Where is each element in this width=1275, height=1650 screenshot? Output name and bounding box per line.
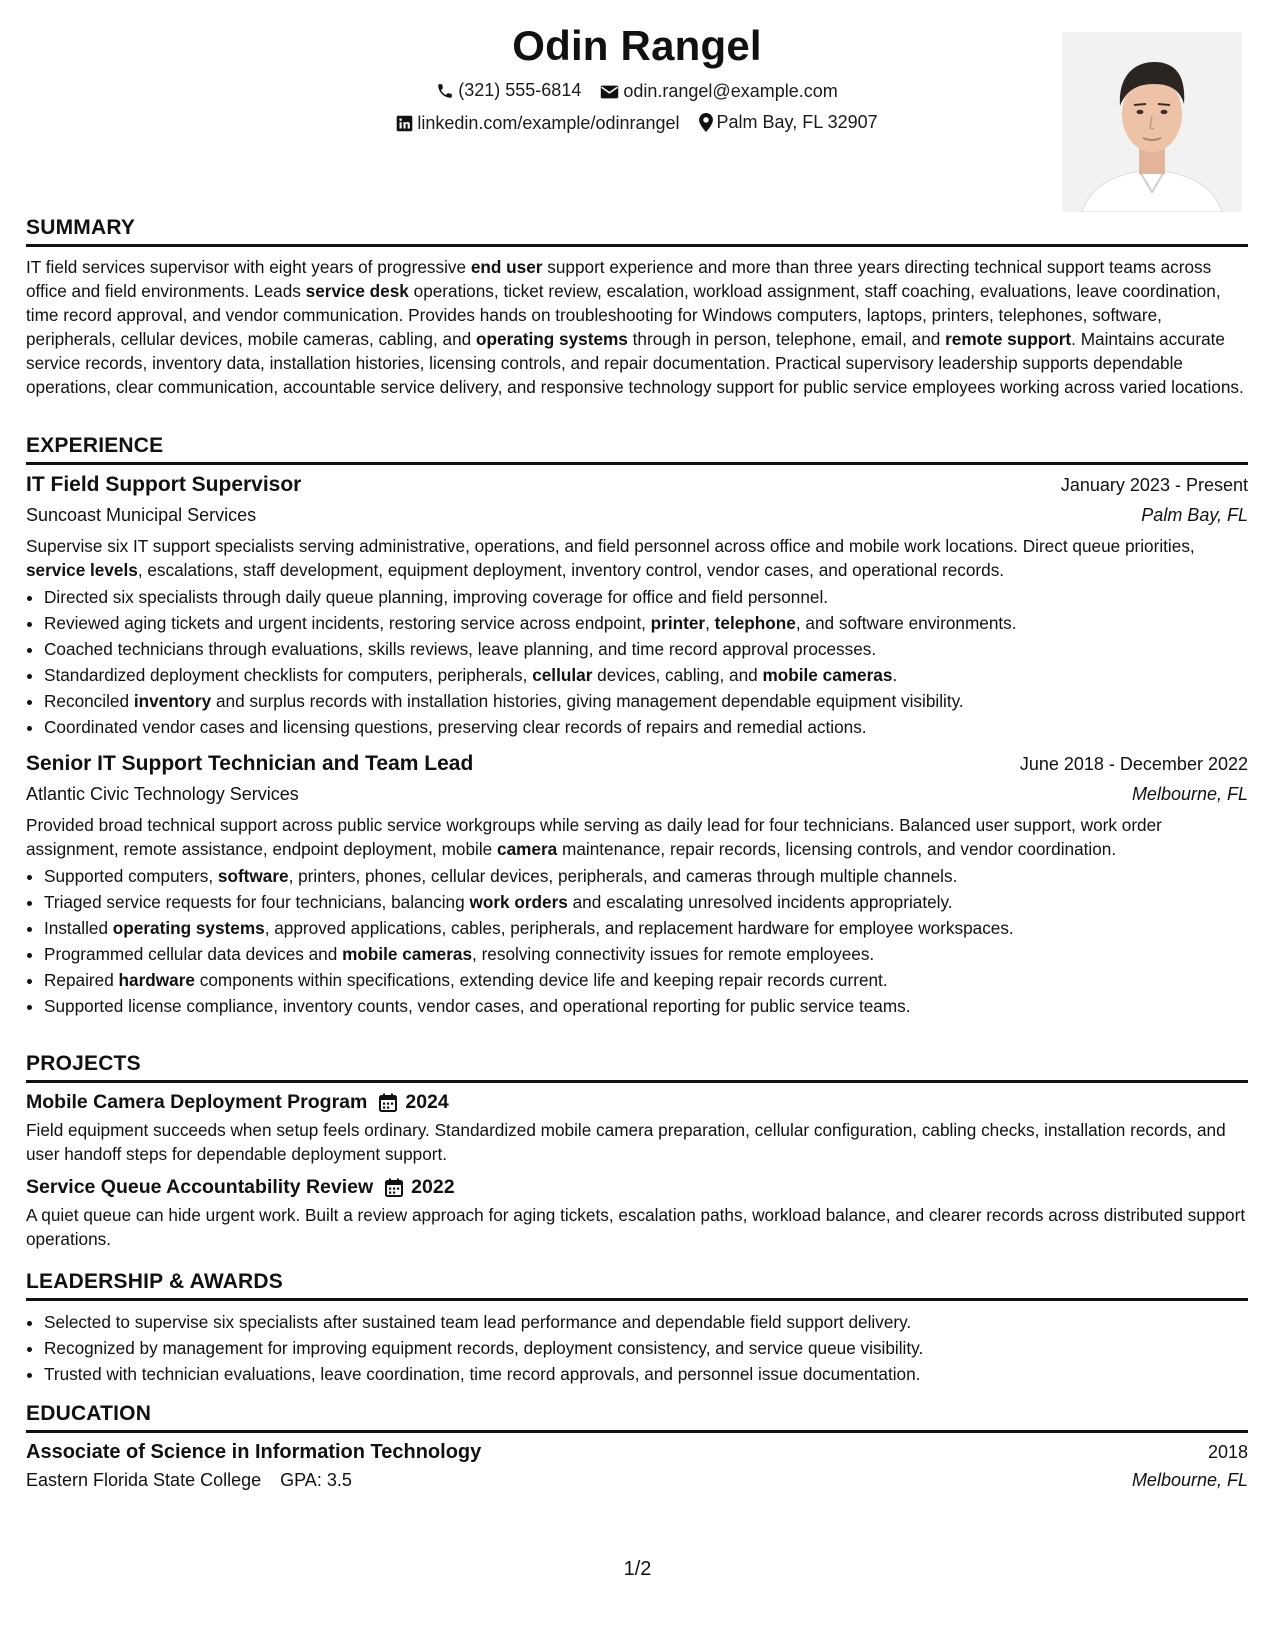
resume-page <box>26 0 1248 1490</box>
school-location: Melbourne, FL <box>1131 1470 1248 1490</box>
project-description: A quiet queue can hide urgent work. Built a review approach for aging tickets, escalation paths, workload balance, and clearer records across distributed support operations. <box>26 1205 1246 1249</box>
project-name: Service Queue Accountability Review <box>26 1176 374 1198</box>
list-item <box>44 714 1248 740</box>
list-item <box>44 863 1248 889</box>
leadership-list <box>26 1309 1248 1387</box>
bold-keyword: mobile cameras <box>342 944 473 964</box>
bold-keyword: hardware <box>118 970 195 990</box>
bold-keyword: service desk <box>305 281 409 301</box>
job-title: Senior IT Support Technician and Team Lead <box>26 752 474 775</box>
text-run: components within specifications, extending device life and keeping repair records current. <box>194 970 888 990</box>
bold-keyword: camera <box>497 839 558 859</box>
job-dates: June 2018 - December 2022 <box>1019 754 1248 774</box>
text-run: and escalating unresolved incidents appropriately. <box>567 892 953 912</box>
school-name: Eastern Florida State College <box>26 1470 262 1490</box>
list-item <box>44 993 1248 1019</box>
linkedin-text: linkedin.com/example/odinrangel <box>417 113 680 133</box>
phone-text: (321) 555-6814 <box>458 80 582 100</box>
bold-keyword: operating systems <box>475 329 628 349</box>
job-bullets <box>26 584 1248 740</box>
linkedin-icon <box>396 115 413 132</box>
bold-keyword: remote support <box>945 329 1072 349</box>
job-description <box>26 813 1248 861</box>
list-item <box>44 636 1248 662</box>
summary-section <box>26 216 1248 399</box>
text-run: Supervise six IT support specialists serving administrative, operations, and field personnel across office and mobile work locations. Direct queue priorities, <box>26 536 1195 556</box>
map-pin-icon <box>699 113 713 132</box>
text-run: , <box>705 613 715 633</box>
list-item: • Trusted with technician evaluations, leave coordination, time record approvals, and personnel issue documentation. <box>44 1361 1248 1387</box>
contact-phone[interactable] <box>436 80 581 101</box>
project-year: 2022 <box>411 1176 455 1198</box>
list-item <box>44 688 1248 714</box>
text-run: support experience and more than three years directing technical support teams across office and field environments. Leads <box>26 257 1212 301</box>
graduation-year: 2018 <box>1207 1442 1248 1462</box>
text-run: operations, ticket review, escalation, workload assignment, staff coaching, evaluations, leave coordination, time record approval, and vendor communication. Provides hands on troubleshooting for Windows computers, laptops, printers, telephones, software, peripherals, cellular devices, mobile cameras, cabling, and <box>26 281 1221 349</box>
experience-title: EXPERIENCE <box>26 434 1248 465</box>
text-run: Supported license compliance, inventory counts, vendor cases, and operational reporting for public service teams. <box>44 996 911 1016</box>
text-run: , escalations, staff development, equipment deployment, inventory control, vendor cases, and operational records. <box>137 560 1005 580</box>
list-item <box>44 941 1248 967</box>
text-run: Provided broad technical support across public service workgroups while serving as daily lead for four technicians. Balanced user support, work order assignment, remote assistance, endpoint deployment, mobile <box>26 815 1162 859</box>
phone-icon <box>436 82 454 100</box>
text-run: . Maintains accurate service records, inventory data, installation histories, licensing controls, and repair documentation. Practical supervisory leadership supports dependable operations, clear communication, accountable service delivery, and responsive technology support for public service employees working across varied locations. <box>26 329 1244 397</box>
projects-title: PROJECTS <box>26 1052 1248 1083</box>
text-run: , and software environments. <box>795 613 1017 633</box>
text-run: , printers, phones, cellular devices, peripherals, and cameras through multiple channels. <box>288 866 958 886</box>
leadership-section <box>26 1270 1248 1387</box>
bold-keyword: telephone <box>714 613 796 633</box>
job-description <box>26 534 1248 582</box>
text-run: Supported computers, <box>44 866 218 886</box>
project-entry <box>26 1176 1248 1251</box>
profile-photo <box>1062 32 1242 212</box>
contact-linkedin[interactable] <box>396 113 679 134</box>
bold-keyword: software <box>217 866 289 886</box>
bold-keyword: work orders <box>469 892 568 912</box>
job-company: Atlantic Civic Technology Services <box>26 784 299 804</box>
bold-keyword: inventory <box>133 691 212 711</box>
list-item <box>44 967 1248 993</box>
job-dates: January 2023 - Present <box>1060 475 1248 495</box>
education-section <box>26 1402 1248 1491</box>
text-run: Reconciled <box>44 691 134 711</box>
projects-section <box>26 1052 1248 1251</box>
text-run: and surplus records with installation histories, giving management dependable equipment visibility. <box>211 691 964 711</box>
list-item <box>44 610 1248 636</box>
text-run: through in person, telephone, email, and <box>627 329 946 349</box>
bold-keyword: mobile cameras <box>762 665 893 685</box>
text-run: Repaired <box>44 970 119 990</box>
project-entry <box>26 1091 1248 1166</box>
page-number: 1/2 <box>623 1558 652 1580</box>
envelope-icon <box>600 84 619 100</box>
job-company: Suncoast Municipal Services <box>26 505 257 525</box>
bold-keyword: service levels <box>26 560 138 580</box>
text-run: , resolving connectivity issues for remote employees. <box>472 944 875 964</box>
text-run: Coordinated vendor cases and licensing questions, preserving clear records of repairs and remedial actions. <box>44 717 867 737</box>
bold-keyword: end user <box>470 257 543 277</box>
job-entry <box>26 752 1248 1019</box>
calendar-icon <box>379 1093 397 1112</box>
list-item: • Selected to supervise six specialists after sustained team lead performance and dependable field support delivery. <box>44 1309 1248 1335</box>
job-bullets <box>26 863 1248 1019</box>
list-item <box>44 662 1248 688</box>
contact-email[interactable] <box>600 81 837 102</box>
text-run: maintenance, repair records, licensing controls, and vendor coordination. <box>557 839 1117 859</box>
resume-header <box>26 0 1248 218</box>
text-run: devices, cabling, and <box>592 665 763 685</box>
bold-keyword: cellular <box>532 665 593 685</box>
education-title: EDUCATION <box>26 1402 1248 1433</box>
list-item <box>44 889 1248 915</box>
text-run: Standardized deployment checklists for computers, peripherals, <box>44 665 533 685</box>
degree-name: Associate of Science in Information Technology <box>26 1441 482 1463</box>
job-location: Melbourne, FL <box>1131 784 1248 804</box>
job-location: Palm Bay, FL <box>1141 505 1248 525</box>
text-run: , approved applications, cables, peripherals, and replacement hardware for employee workspaces. <box>264 918 1014 938</box>
job-title: IT Field Support Supervisor <box>26 473 302 496</box>
text-run: Triaged service requests for four technicians, balancing <box>44 892 470 912</box>
text-run: Programmed cellular data devices and <box>44 944 343 964</box>
text-run: Installed <box>44 918 113 938</box>
list-item <box>44 584 1248 610</box>
calendar-icon <box>385 1178 403 1197</box>
text-run: . <box>892 665 898 685</box>
gpa: GPA: 3.5 <box>280 1470 352 1490</box>
bold-keyword: operating systems <box>112 918 265 938</box>
location-text: Palm Bay, FL 32907 <box>716 112 878 132</box>
job-entry <box>26 473 1248 740</box>
text-run: Coached technicians through evaluations, skills reviews, leave planning, and time record approval processes. <box>44 639 877 659</box>
project-year: 2024 <box>405 1091 449 1113</box>
experience-section <box>26 434 1248 1019</box>
project-description: Field equipment succeeds when setup feels ordinary. Standardized mobile camera preparation, cellular configuration, cabling checks, installation records, and user handoff steps for dependable deployment support. <box>26 1120 1226 1164</box>
text-run: Reviewed aging tickets and urgent incidents, restoring service across endpoint, <box>44 613 651 633</box>
email-text: odin.rangel@example.com <box>623 81 838 101</box>
leadership-title: LEADERSHIP & AWARDS <box>26 1270 1248 1301</box>
contact-location <box>699 112 878 133</box>
candidate-name: Odin Rangel <box>512 22 762 69</box>
summary-title: SUMMARY <box>26 216 1248 247</box>
list-item <box>44 915 1248 941</box>
text-run: Directed six specialists through daily queue planning, improving coverage for office and field personnel. <box>44 587 829 607</box>
bold-keyword: printer <box>650 613 706 633</box>
project-name: Mobile Camera Deployment Program <box>26 1091 368 1113</box>
list-item: • Recognized by management for improving equipment records, deployment consistency, and service queue visibility. <box>44 1335 1248 1361</box>
summary-text <box>26 255 1248 399</box>
text-run: IT field services supervisor with eight years of progressive <box>26 257 471 277</box>
